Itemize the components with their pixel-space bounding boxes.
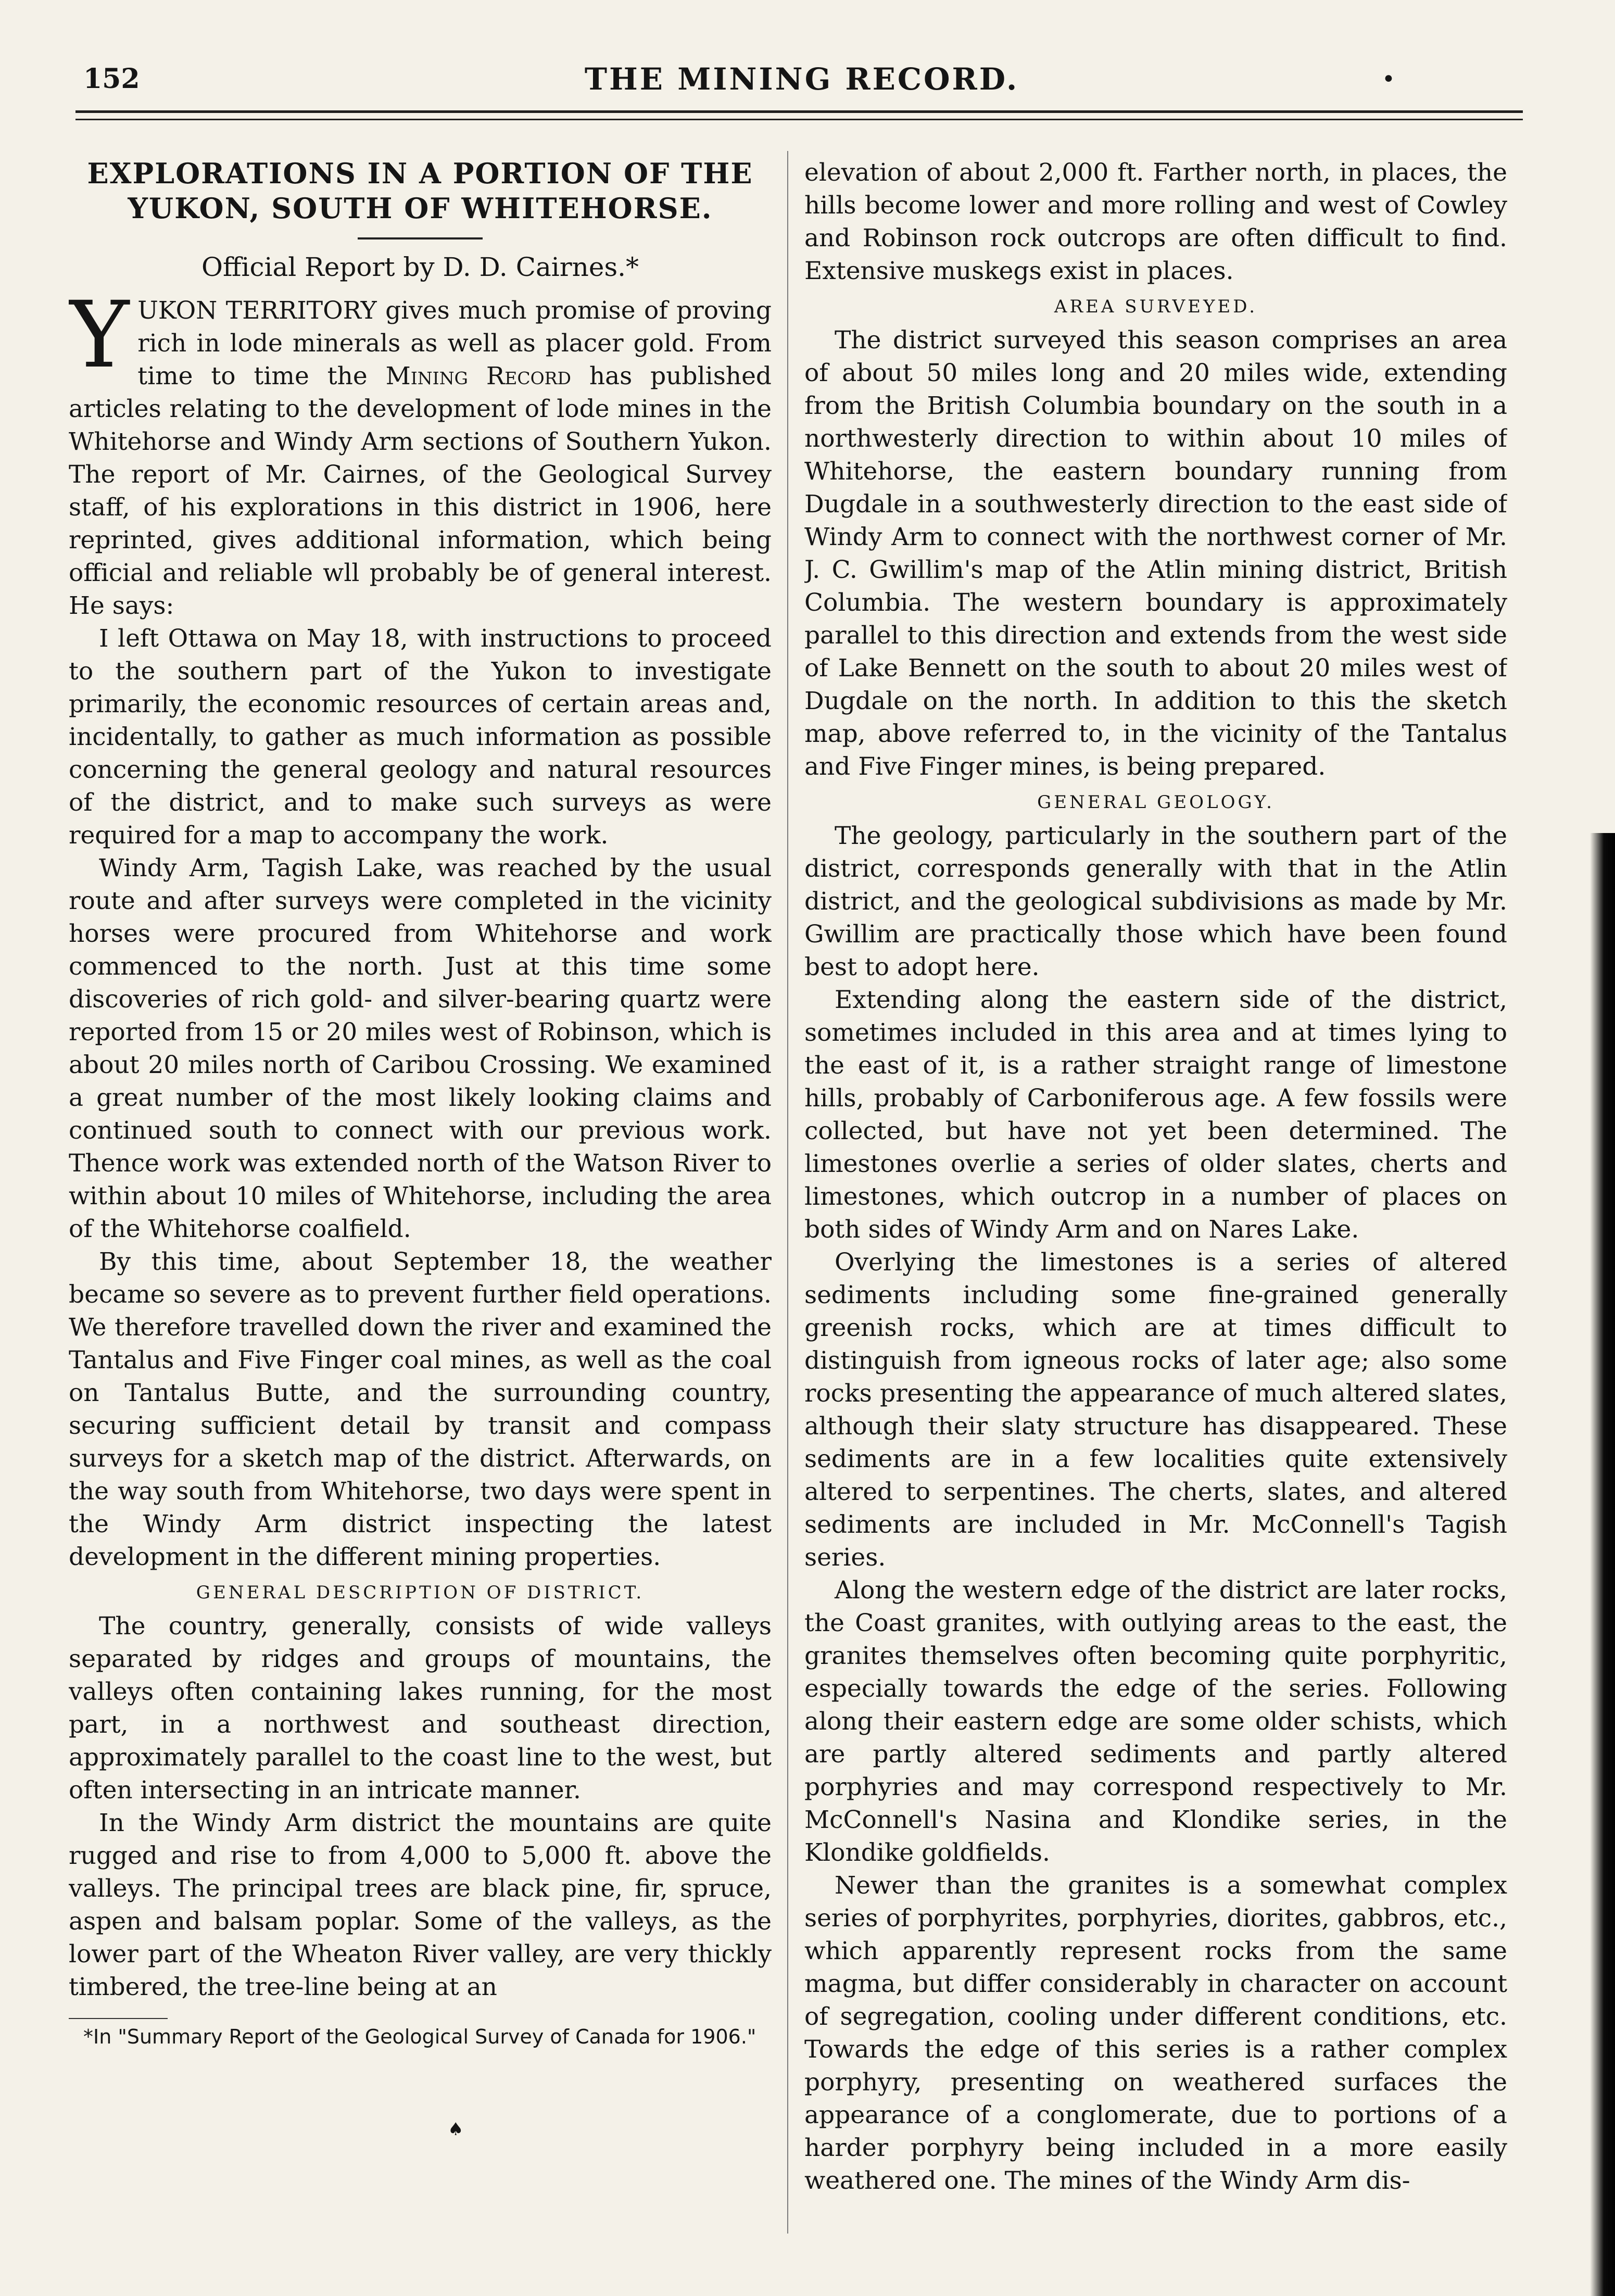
general-geology-paragraph-5: Newer than the granites is a somewhat complex series of porphyrites, porphyries, diorites, gabbros, etc., which apparently represent rocks from the same magma, but differ considerably in character on account of segregation, cooling under different conditions, etc. Towards the edge of this series is a rather complex porphyry, presenting on weathered surfaces the appearance of a conglomerate, due to portions of a harder porphyry being included in a more easily weathered one. The mines of the Windy Arm dis- bbox=[804, 1871, 1507, 2195]
intro-paragraph bbox=[69, 282, 772, 622]
page-binding-shadow bbox=[1590, 833, 1615, 2296]
general-description-paragraph-2: In the Windy Arm district the mountains are quite rugged and rise to from 4,000 to 5,000 ft. above the valleys. The principal trees are black pine, fir, spruce, aspen and balsam poplar. Some of the valleys, as the lower part of the Wheaton River valley, are very thickly timbered, the tree-line being at an bbox=[69, 1809, 772, 2001]
article-title: EXPLORATIONS IN A PORTION OF THE YUKON, SOUTH OF WHITEHORSE. bbox=[87, 157, 753, 225]
article-byline: Official Report by D. D. Cairnes.* bbox=[201, 252, 639, 282]
area-surveyed-paragraph: The district surveyed this season comprises an area of about 50 miles long and 20 miles wide, extending from the British Columbia boundary on the south in a northwesterly direction to within about 10 miles of Whitehorse, the eastern boundary running from Dugdale in a southwesterly direction to the east side of Windy Arm to connect with the northwest corner of Mr. J. C. Gwillim's map of the Atlin mining district, British Columbia. The western boundary is approximately parallel to this direction and extends from the west side of Lake Bennett on the south to about 20 miles west of Dugdale on the north. In addition to this the sketch map, above referred to, in the vicinity of the Tantalus and Five Finger mines, is being prepared. bbox=[804, 326, 1507, 781]
journal-name: Mining Record bbox=[385, 362, 571, 390]
intro-text-after-journal: has published articles relating to the development of lode mines in the Whitehorse and Windy Arm sections of Southern Yukon. The report of Mr. Cairnes, of the Geological Survey staff, of his explorations in this district in 1906, here reprinted, gives additional information, which being official and reliable wll probably be of general interest. He says: bbox=[69, 362, 772, 620]
left-paragraph-2: Windy Arm, Tagish Lake, was reached by the usual route and after surveys were completed in the vicinity horses were procured from Whitehorse and work commenced to the north. Just at this time some discoveries of rich gold- and silver-bearing quartz were reported from 15 or 20 miles west of Robinson, which is about 20 miles north of Caribou Crossing. We examined a great number of the most likely looking claims and continued south to connect with our previous work. Thence work was extended north of the Watson River to within about 10 miles of Whitehorse, including the area of the Whitehorse coalfield. bbox=[69, 854, 772, 1243]
left-paragraph-3: By this time, about September 18, the weather became so severe as to prevent further field operations. We therefore travelled down the river and examined the Tantalus and Five Finger coal mines, as well as the coal on Tantalus Butte, and the surrounding country, securing sufficient detail by transit and compass surveys for a sketch map of the district. Afterwards, on the way south from Whitehorse, two days were spent in the Windy Arm district inspecting the latest development in the different mining properties. bbox=[69, 1247, 772, 1571]
area-surveyed-heading: AREA SURVEYED. bbox=[1054, 296, 1258, 317]
header-rule-top bbox=[75, 110, 1523, 113]
general-description-paragraph-1: The country, generally, consists of wide valleys separated by ridges and groups of mountains, the valleys often containing lakes running, for the most part, in a northwest and southeast direction, approximately parallel to the coast line to the west, but often intersecting in an intricate manner. bbox=[69, 1612, 772, 1805]
footnote: *In "Summary Report of the Geological Survey of Canada for 1906." bbox=[83, 2025, 756, 2048]
page-header bbox=[83, 58, 1520, 105]
page-number: 152 bbox=[83, 63, 140, 95]
header-ornament: • bbox=[1382, 66, 1395, 93]
general-description-heading: GENERAL DESCRIPTION OF DISTRICT. bbox=[196, 1582, 645, 1603]
column-divider bbox=[787, 151, 788, 2234]
footnote-rule bbox=[69, 2018, 168, 2019]
intro-text-before-journal: UKON TERRITORY gives much promise of proving rich in lode minerals as well as placer gold. From time to time the bbox=[137, 296, 772, 390]
left-paragraph-1: I left Ottawa on May 18, with instructions to proceed to the southern part of the Yukon to investigate primarily, the economic resources of certain areas and, incidentally, to gather as much information as possible concerning the general geology and natural resources of the district, and to make such surveys as were required for a map to accompany the work. bbox=[69, 624, 772, 850]
footnote-mark: ♠ bbox=[448, 2119, 464, 2140]
general-geology-heading: GENERAL GEOLOGY. bbox=[1037, 792, 1275, 813]
journal-title: THE MINING RECORD. bbox=[584, 61, 1019, 97]
right-column bbox=[804, 156, 1507, 2234]
title-rule bbox=[358, 237, 483, 239]
general-geology-paragraph-1: The geology, particularly in the southern part of the district, corresponds generally with that in the Atlin district, and the geological subdivisions as made by Mr. Gwillim are practically those which have been found best to adopt here. bbox=[804, 822, 1507, 981]
header-rule-bottom bbox=[75, 119, 1523, 120]
left-column bbox=[69, 156, 772, 2234]
right-continuation-paragraph: elevation of about 2,000 ft. Farther north, in places, the hills become lower and more rolling and west of Cowley and Robinson rock outcrops are often difficult to find. Extensive muskegs exist in places. bbox=[804, 158, 1507, 285]
general-geology-paragraph-4: Along the western edge of the district are later rocks, the Coast granites, with outlying areas to the east, the granites themselves often becoming quite porphyritic, especially towards the edge of the series. Following along their eastern edge are some older schists, which are partly altered sediments and partly altered porphyries and may correspond respectively to Mr. McConnell's Nasina and Klondike series, in the Klondike goldfields. bbox=[804, 1576, 1507, 1867]
drop-cap: Y bbox=[69, 282, 130, 388]
general-geology-paragraph-2: Extending along the eastern side of the district, sometimes included in this area and at times lying to the east of it, is a rather straight range of limestone hills, probably of Carboniferous age. A few fossils were collected, but have not yet been determined. The limestones overlie a series of older slates, cherts and limestones, which outcrop in a number of places on both sides of Windy Arm and on Nares Lake. bbox=[804, 986, 1507, 1244]
general-geology-paragraph-3: Overlying the limestones is a series of altered sediments including some fine-grained generally greenish rocks, which are at times difficult to distinguish from igneous rocks of later age; also some rocks presenting the appearance of much altered slates, although their slaty structure has disappeared. These sediments are in a few localities quite extensively altered to serpentines. The cherts, slates, and altered sediments are included in Mr. McConnell's Tagish series. bbox=[804, 1248, 1507, 1572]
